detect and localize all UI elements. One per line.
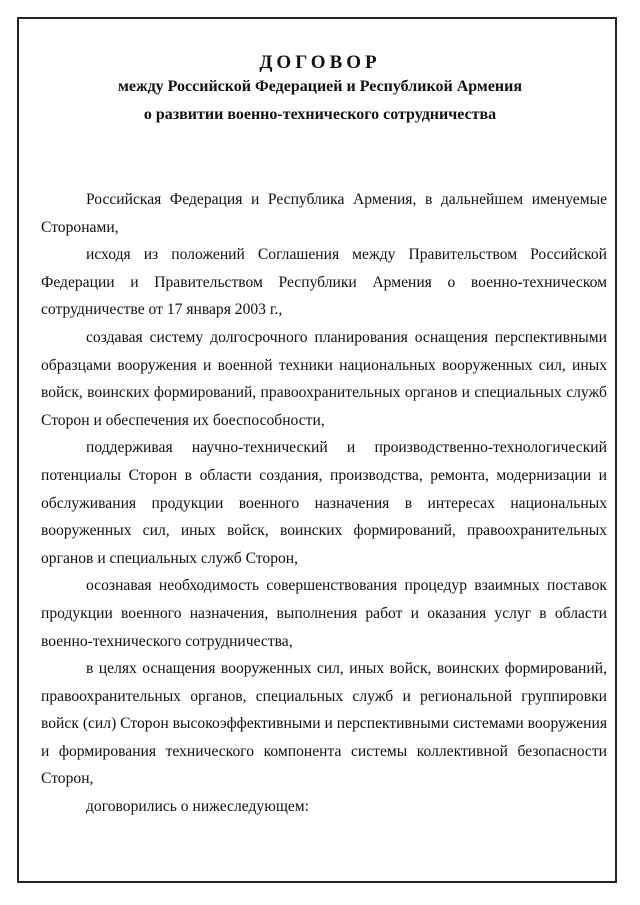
document-title: ДОГОВОР [259,52,381,73]
paragraph-agreement-basis: исходя из положений Соглашения между Правительством Российской Федерации и Правительством Республики Армения о военно-техническом сотрудничестве от 17 января 2003 г., [41,246,607,319]
paragraph-parties: Российская Федерация и Республика Армения, в дальнейшем именуемые Сторонами, [41,191,607,236]
paragraph-planning-system: создавая систему долгосрочного планирования оснащения перспективными образцами вооружения и военной техники национальных вооруженных сил, иных войск, воинских формирований, правоохранительных органов и специальных служб Сторон и обеспечения их боеспособности, [41,328,607,429]
document-subtitle-line1: между Российской Федерацией и Республикой Армения [117,78,523,95]
document-subtitle-line2: о развитии военно-технического сотрудничества [143,106,497,123]
document-body [41,186,607,821]
paragraph-equipment-goals: в целях оснащения вооруженных сил, иных войск, воинских формирований, правоохранительных органов, специальных служб и региональной группировки войск (сил) Сторон высокоэффективными и перспективными системами вооружения и формирования технического компонента системы коллективной безопасности Сторон, [41,660,607,788]
paragraph-procedure-improvement: осознавая необходимость совершенствования процедур взаимных поставок продукции военного назначения, выполнения работ и оказания услуг в области военно-технического сотрудничества, [41,577,607,650]
paragraph-potential-support: поддерживая научно-технический и производственно-технологический потенциалы Сторон в области создания, производства, ремонта, модернизации и обслуживания продукции военного назначения в интересах национальных вооруженных сил, иных войск, воинских формирований, правоохранительных органов и специальных служб Сторон, [41,439,607,567]
paragraph-agreed: договорились о нижеследующем: [86,798,309,816]
